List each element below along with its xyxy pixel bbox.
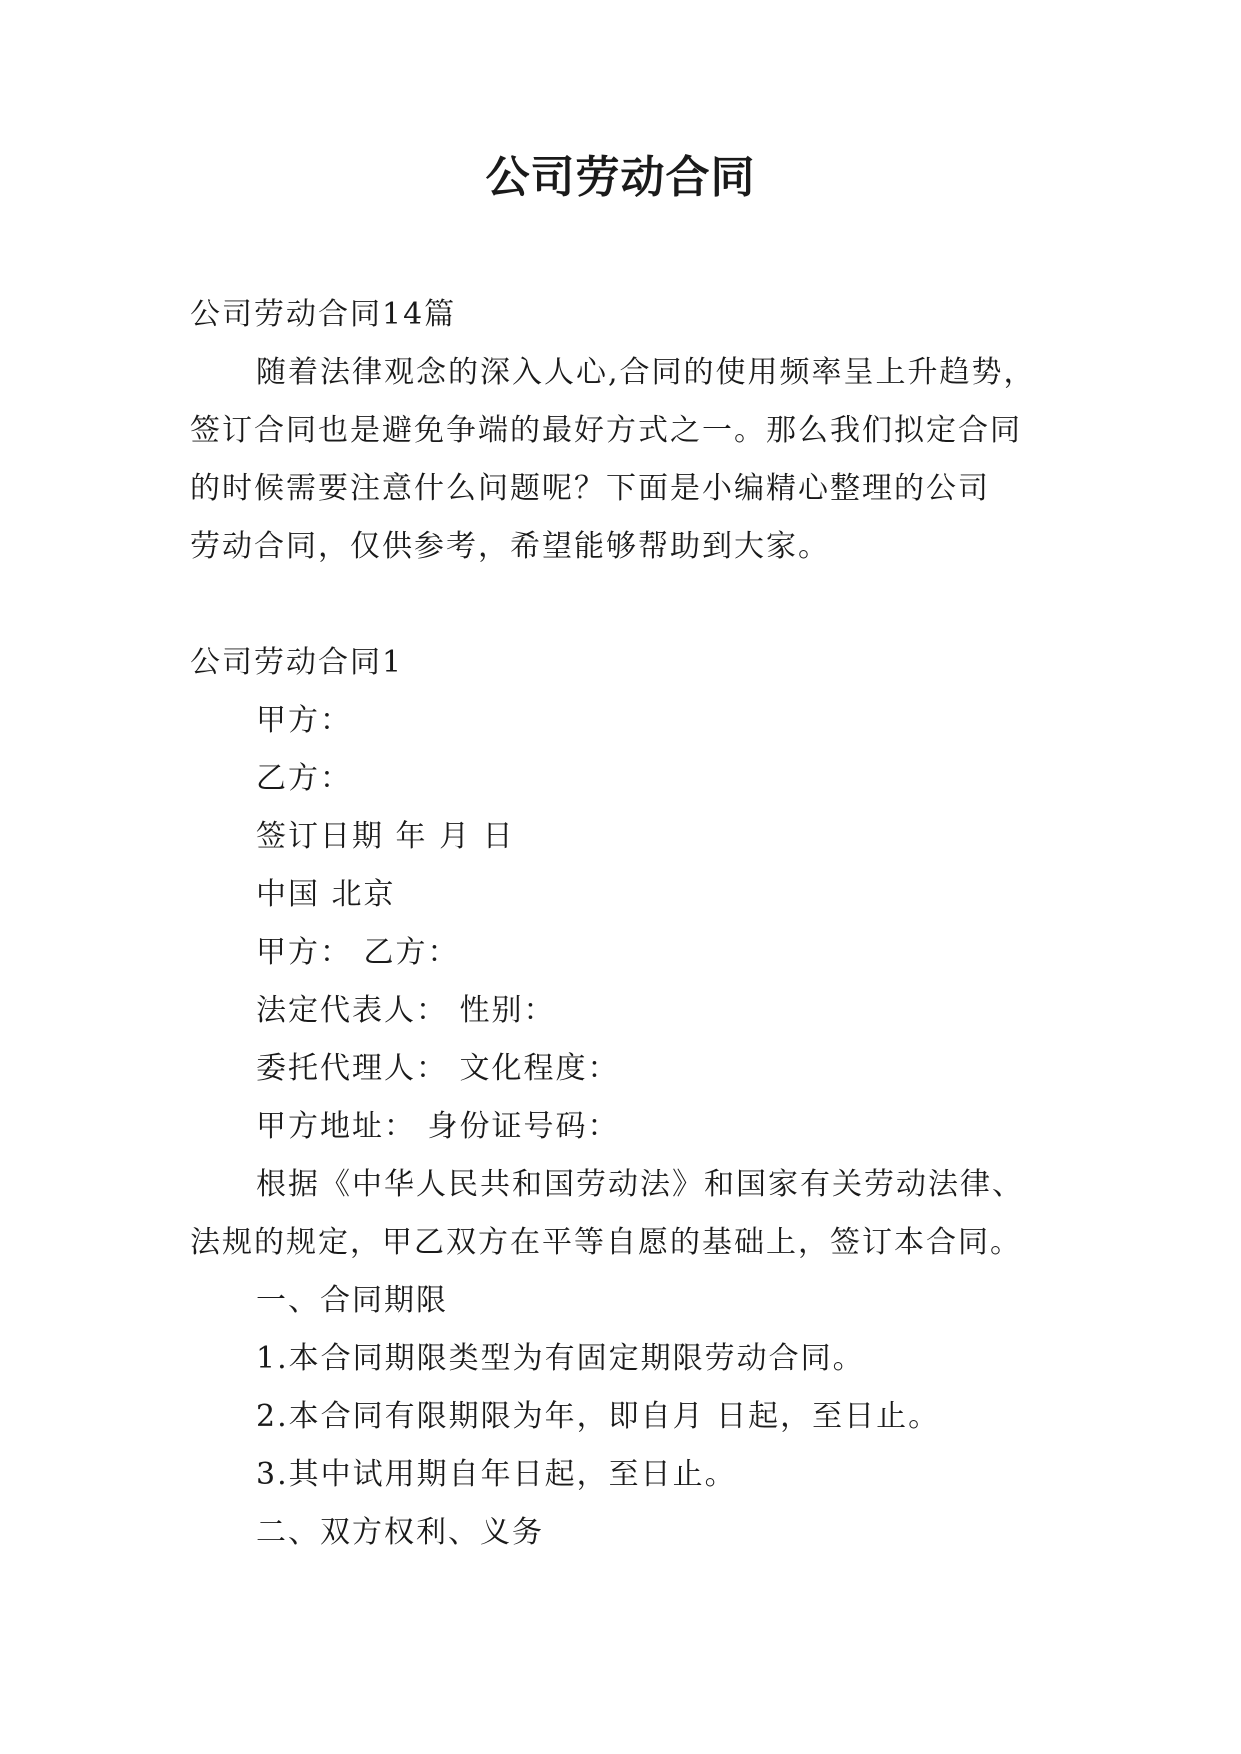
intro-line: 的时候需要注意什么问题呢？下面是小编精心整理的公司 xyxy=(190,471,990,506)
intro-line: 签订合同也是避免争端的最好方式之一。那么我们拟定合同 xyxy=(190,413,1022,448)
field-agent: 委托代理人： 文化程度： xyxy=(256,1051,620,1086)
intro-line: 劳动合同，仅供参考，希望能够帮助到大家。 xyxy=(190,529,830,564)
blank-line xyxy=(190,576,1070,634)
clause-heading: 一、合同期限 xyxy=(256,1283,448,1318)
field-parties: 甲方： 乙方： xyxy=(256,935,460,970)
intro-line: 随着法律观念的深入人心,合同的使用频率呈上升趋势， xyxy=(256,355,1036,390)
section-title: 公司劳动合同1 xyxy=(190,645,404,680)
preamble-line: 根据《中华人民共和国劳动法》和国家有关劳动法律、 xyxy=(256,1167,1024,1202)
preamble-line: 法规的规定，甲乙双方在平等自愿的基础上，签订本合同。 xyxy=(190,1225,1022,1260)
subtitle: 公司劳动合同14篇 xyxy=(190,297,457,332)
clause-item: 3.其中试用期自年日起，至日止。 xyxy=(256,1457,737,1492)
clause-item: 2.本合同有限期限为年，即自月 日起，至日止。 xyxy=(256,1399,941,1434)
clause-heading: 二、双方权利、义务 xyxy=(256,1515,544,1550)
clause-item: 1.本合同期限类型为有固定期限劳动合同。 xyxy=(256,1341,865,1376)
field-party-b: 乙方： xyxy=(256,761,352,796)
field-legal-rep: 法定代表人： 性别： xyxy=(256,993,556,1028)
field-party-a: 甲方： xyxy=(256,703,352,738)
field-address: 甲方地址： 身份证号码： xyxy=(256,1109,620,1144)
field-sign-date: 签订日期 年 月 日 xyxy=(256,819,515,854)
document-body xyxy=(190,286,1070,1562)
field-location: 中国 北京 xyxy=(256,877,396,912)
document-title: 公司劳动合同 xyxy=(485,152,756,203)
